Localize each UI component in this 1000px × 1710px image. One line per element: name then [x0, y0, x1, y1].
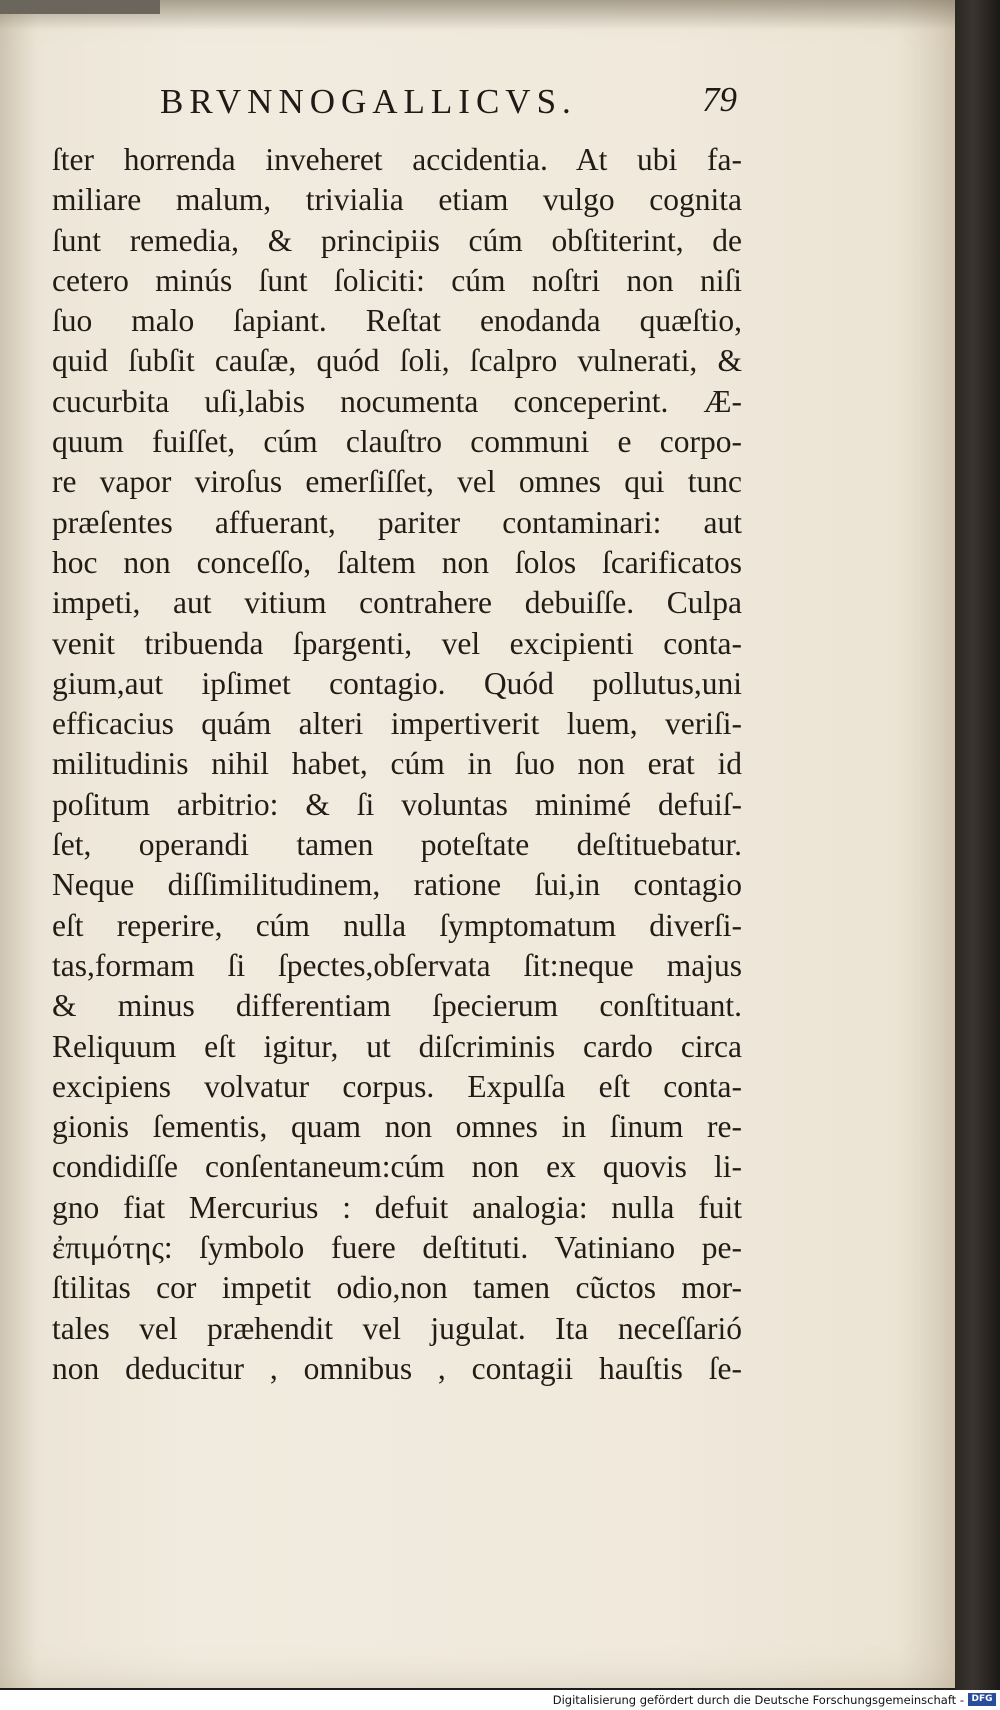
text-line: ἐπιμότης: ſymbolo fuere deſtituti. Vatiniano pe- — [52, 1230, 742, 1266]
text-line: non deducitur , omnibus , contagii hauſtis ſe- — [52, 1350, 742, 1386]
text-line: Neque diſſimilitudinem, ratione ſui,in contagio — [52, 867, 742, 903]
text-line: miliare malum, trivialia etiam vulgo cognita — [52, 182, 742, 218]
digitization-footer — [0, 1690, 1000, 1710]
footer-credit: Digitalisierung gefördert durch die Deutsche Forschungsgemeinschaft - — [552, 1693, 964, 1707]
text-line: ſunt remedia, & principiis cúm obſtiterint, de — [52, 222, 742, 258]
text-line: condidiſſe conſentaneum:cúm non ex quovis li- — [52, 1149, 742, 1185]
text-line: poſitum arbitrio: & ſi voluntas minimé defuiſ- — [52, 786, 742, 822]
running-title: BRVNNOGALLICVS. — [160, 82, 577, 121]
dfg-logo-icon: DFG — [968, 1693, 996, 1706]
text-line: ſtilitas cor impetit odio,non tamen cũctos mor- — [52, 1270, 742, 1306]
text-line: efficacius quám alteri impertiverit luem, veriſi- — [52, 706, 742, 742]
text-line: militudinis nihil habet, cúm in ſuo non erat id — [52, 746, 742, 782]
text-line: ſter horrenda inveheret accidentia. At ubi fa- — [52, 142, 742, 177]
book-edge — [955, 0, 1000, 1690]
body-text — [52, 140, 742, 1389]
text-line: cucurbita uſi,labis nocumenta conceperint. Æ- — [52, 383, 742, 419]
text-line: Reliquum eſt igitur, ut diſcriminis cardo circa — [52, 1028, 742, 1064]
text-line: gno fiat Mercurius : defuit analogia: nulla fuit — [52, 1189, 742, 1225]
text-line: ſet, operandi tamen poteſtate deſtituebatur. — [52, 827, 742, 863]
page-edge-stain — [0, 0, 160, 14]
text-line: eſt reperire, cúm nulla ſymptomatum diverſi- — [52, 907, 742, 943]
text-line: gium,aut ipſimet contagio. Quód pollutus,uni — [52, 665, 742, 701]
text-line: tales vel præhendit vel jugulat. Ita neceſſarió — [52, 1310, 742, 1346]
text-line: venit tribuenda ſpargenti, vel excipienti conta- — [52, 625, 742, 661]
text-line: tas,formam ſi ſpectes,obſervata ſit:neque majus — [52, 947, 742, 983]
text-line: excipiens volvatur corpus. Expulſa eſt conta- — [52, 1068, 742, 1104]
text-line: quum fuiſſet, cúm clauſtro communi e corpo- — [52, 424, 742, 460]
text-line: quid ſubſit cauſæ, quód ſoli, ſcalpro vulnerati, & — [52, 343, 742, 379]
text-line: ſuo malo ſapiant. Reſtat enodanda quæſtio, — [52, 303, 742, 339]
text-line: præſentes affuerant, pariter contaminari: aut — [52, 504, 742, 540]
page-number: 79 — [702, 80, 737, 119]
text-line: impeti, aut vitium contrahere debuiſſe. Culpa — [52, 585, 742, 621]
text-line: cetero minús ſunt ſoliciti: cúm noſtri non niſi — [52, 262, 742, 298]
text-line: gionis ſementis, quam non omnes in ſinum re- — [52, 1109, 742, 1145]
text-line: & minus differentiam ſpecierum conſtituant. — [52, 988, 742, 1024]
text-line: hoc non conceſſo, ſaltem non ſolos ſcarificatos — [52, 544, 742, 580]
text-line: re vapor viroſus emerſiſſet, vel omnes qui tunc — [52, 464, 742, 500]
